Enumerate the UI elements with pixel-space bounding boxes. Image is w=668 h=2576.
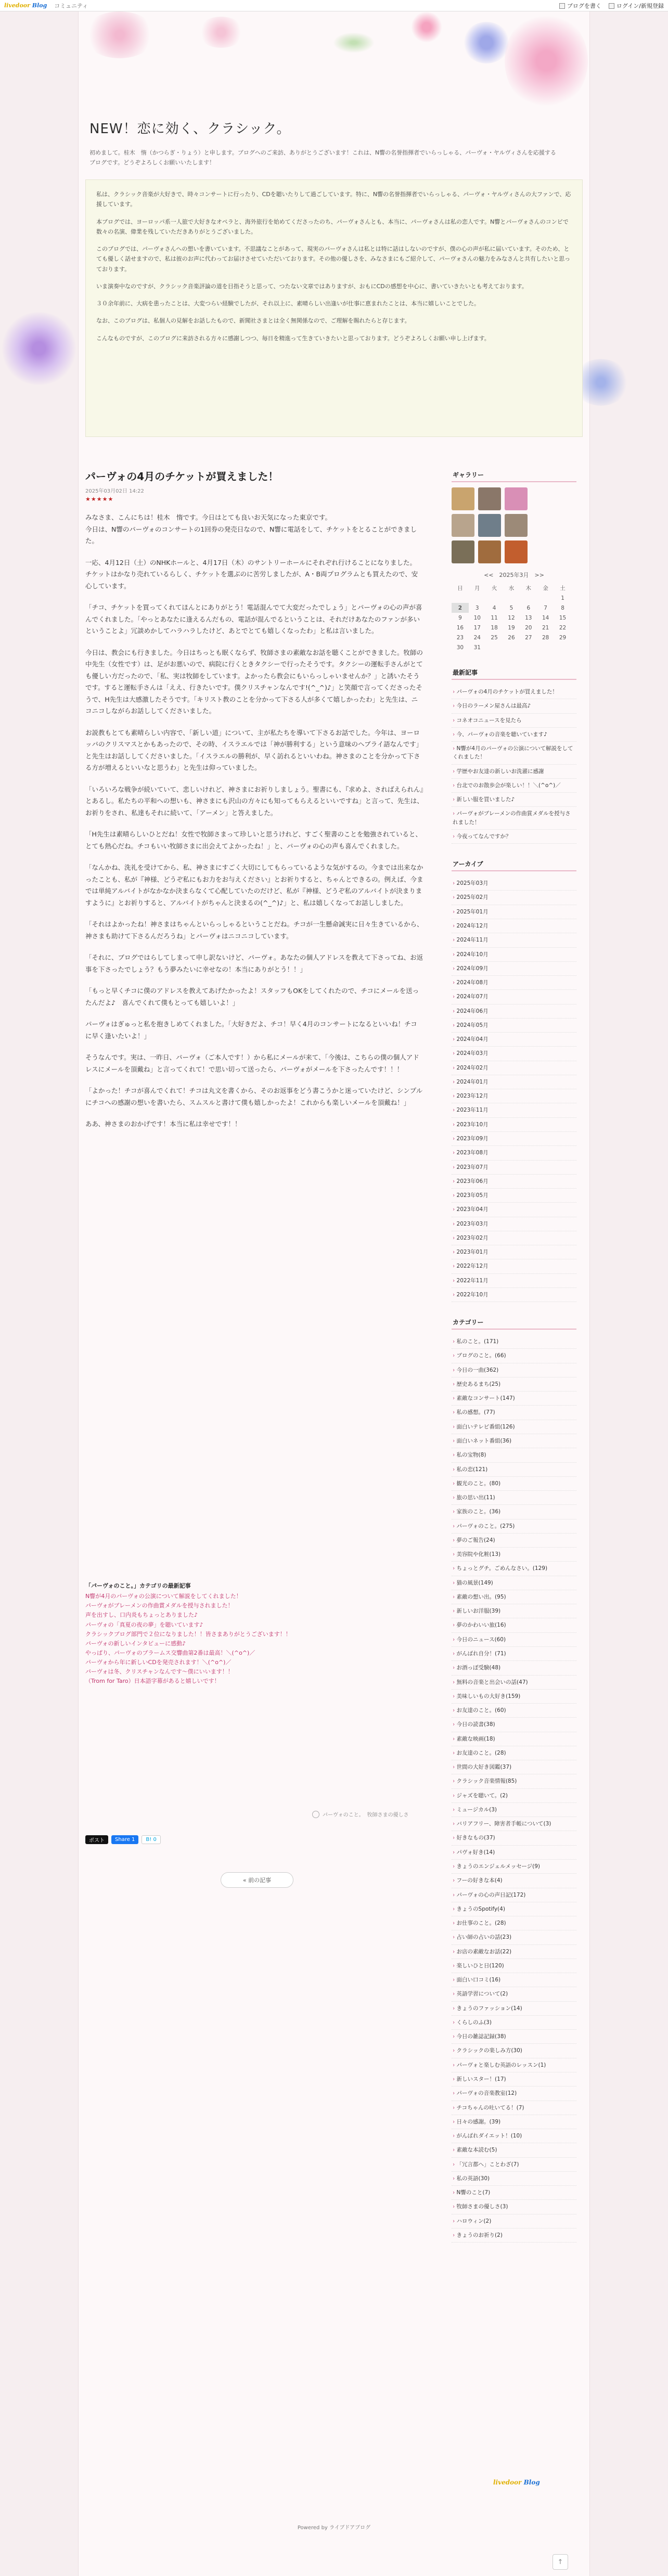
- user-icon: [609, 3, 614, 9]
- calendar-day[interactable]: 30: [456, 644, 464, 651]
- recent-post-link[interactable]: › 今日のラーメン屋さんは最高♪: [452, 699, 576, 713]
- calendar-day: [503, 642, 520, 652]
- flower-decoration: [83, 11, 156, 58]
- make-blog-label: ブログを書く: [567, 2, 601, 9]
- archive-link[interactable]: › 2024年06月: [452, 1004, 576, 1019]
- category-link[interactable]: › 楽しいひと日(120): [452, 1959, 576, 1973]
- community-link[interactable]: コミュニティ: [54, 2, 88, 9]
- related-item[interactable]: パーヴォの「真夏の夜の夢」を聴いています♪: [85, 1621, 203, 1628]
- post-categories: [312, 1810, 409, 1818]
- calendar-day[interactable]: 15: [559, 614, 567, 621]
- x-post-button[interactable]: ポスト: [85, 1835, 108, 1844]
- calendar-day: [452, 593, 469, 603]
- post-paragraph: 「いろいろな戦争が続いていて、悲しいけれど、神さまにお祈りしましょう。聖書にも、『求めよ、さればえられん』とあるし。私たちの平和への想いも、神さまにも沢山の方々にも知ってもらえるといいですね」と言って、先生は、お祈りをされ、私達もそれに続いて、「アーメン」と答えました。: [85, 785, 423, 817]
- flower-decoration: [198, 17, 245, 48]
- prev-post-button[interactable]: « 前の記事: [221, 1872, 293, 1888]
- post-paragraph: そうなんです。実は、一昨日、パーヴォ（ご本人です！）から私にメールが来て、「今後は、こちらの僕の個人アドレスにメールを頂戴ね」と言ってくれて！で思い切って送ったら、パーヴォがメールを下さったんです！！！: [85, 1053, 419, 1073]
- post-title[interactable]: パーヴォの4月のチケットが買えました！: [85, 470, 279, 483]
- category-link[interactable]: › チコちゃんの吐いてる！(7): [452, 2101, 576, 2115]
- calendar-day[interactable]: 19: [508, 624, 515, 631]
- archive-link[interactable]: › 2025年01月: [452, 905, 576, 919]
- calendar-day: [537, 642, 554, 652]
- category-link[interactable]: › 「冗言都へ」ことわざ(7): [452, 2158, 576, 2172]
- logo-main: livedoor: [493, 2479, 522, 2486]
- gallery-thumb[interactable]: [478, 514, 501, 537]
- archive-heading: アーカイブ: [452, 857, 576, 871]
- category-link[interactable]: › 歴史あるまち(25): [452, 1377, 576, 1392]
- recent-post-link[interactable]: › パーヴォの4月のチケットが買えました！: [452, 685, 576, 699]
- category-link[interactable]: › 新しいお洋服(39): [452, 1604, 576, 1618]
- gallery-thumb[interactable]: [452, 487, 474, 510]
- livedoor-logo[interactable]: [4, 2, 47, 9]
- gallery-thumb[interactable]: [478, 540, 501, 563]
- calendar-day: [486, 593, 503, 603]
- post-paragraph: 今日は、教会にも行きました。今日はちっとも眠くならず、牧師さまの素敵なお話を聴くことができました。牧師の中先生（女性です）は、足がお悪いので、病院に行くときタクシーで行ったそうです。タクシーの運転手さんがとても優しい方だったので、「私、実は牧師をしています。よかったら教会にもいらっしゃいませんか？」と誘いたそうです。すると運転手さんは「ええ、行きたいです。僕クリスチャンなんです!(^_^)♪」と笑顔で言ってくださったそうで、H先生は大感激したそうです。「キリスト教のことを分かって下さる人が多くて嬉しかったわ」と先生は、ニコニコしながらお話ししてくださいました。: [85, 648, 423, 715]
- calendar-title[interactable]: << 2025年3月 >>: [484, 572, 544, 578]
- calendar-day[interactable]: 2: [452, 603, 469, 613]
- calendar-day[interactable]: 1: [561, 595, 564, 601]
- related-heading: 「パーヴォのこと。」カテゴリの最新記事: [85, 1582, 191, 1589]
- archive-link[interactable]: › 2023年12月: [452, 1089, 576, 1103]
- category-link[interactable]: › 素敵な映画(18): [452, 1732, 576, 1746]
- category-link[interactable]: › 面白いネット番組(36): [452, 1434, 576, 1448]
- archive-link[interactable]: › 2025年03月: [452, 877, 576, 891]
- archive-link[interactable]: › 2024年09月: [452, 962, 576, 976]
- category-link[interactable]: › 日々の感謝。(39): [452, 2115, 576, 2129]
- archive-link[interactable]: › 2024年12月: [452, 919, 576, 933]
- calendar-day[interactable]: 22: [559, 624, 567, 631]
- intro-paragraph: 本ブログでは、ヨーロッパ系一人旅で大好きなオペラと、海外旅行を始めてくださったのち、パーヴォさんとも、本当に、パーヴォさんは私の恋人です。N響とパーヴォさんのコンビで数々の名演、偉業を残していただきありがとうございました。: [96, 218, 569, 235]
- blog-description: 初めまして。桂木 惰（かつらぎ・りょう）と申します。ブログへのご来訪、ありがとうございます！これは、N響の名誉指揮者でいらっしゃる、パーヴォ・ヤルヴィさんを応援するブログです。どうぞよろしくお願いいたします！: [89, 149, 556, 166]
- intro-paragraph: 私は、クラシック音楽が大好きで、時々コンサートに行ったり、CDを聴いたりして過ごしています。特に、N響の名誉指揮者でいらっしゃる、パーヴォ・ヤルヴィさんの大ファンで、応援しています。: [96, 191, 571, 208]
- back-to-top-button[interactable]: ↑: [553, 2554, 568, 2570]
- archive-link[interactable]: › 2024年11月: [452, 933, 576, 947]
- post-paragraph: 「それはよかったね！神さまはちゃんといらっしゃるということだね。チコが一生懸命誠実に日々生きているから、神さまも助けて下さるんだろうね」とパーヴォはニコニコしています。: [85, 920, 423, 940]
- category-link[interactable]: › 面白いテレビ番組(126): [452, 1420, 576, 1434]
- archive-link[interactable]: › 2025年02月: [452, 891, 576, 905]
- category-link[interactable]: › お仕事のこと。(28): [452, 1916, 576, 1930]
- archive-link[interactable]: › 2024年10月: [452, 948, 576, 962]
- calendar-day[interactable]: 24: [473, 634, 481, 641]
- calendar-day[interactable]: 3: [475, 604, 479, 611]
- category-link[interactable]: › 面白い口コミ(16): [452, 1973, 576, 1987]
- related-posts: [85, 1581, 304, 1686]
- calendar-day[interactable]: 6: [526, 604, 531, 611]
- blog-header: [78, 11, 590, 178]
- livedoor-blog-logo[interactable]: [493, 2479, 540, 2486]
- category-link[interactable]: › きょうのお祈り(2): [452, 2229, 576, 2243]
- archive-link[interactable]: › 2023年09月: [452, 1132, 576, 1146]
- calendar-day[interactable]: 31: [473, 644, 481, 651]
- related-item[interactable]: N響が4月のパーヴォの公演について解説をしてくれました！: [85, 1593, 242, 1600]
- category-link[interactable]: › 無料の音楽と出会いの話(47): [452, 1676, 576, 1690]
- category-heading: カテゴリー: [452, 1316, 576, 1330]
- related-item[interactable]: パーヴォの新しいインタビューに感動♪: [85, 1640, 186, 1647]
- category-link[interactable]: › 素敵なコンサート(147): [452, 1392, 576, 1406]
- calendar-day[interactable]: 13: [525, 614, 532, 621]
- calendar-weekday: 月: [474, 585, 480, 591]
- post-paragraph: 「なんかね、洗礼を受けてから、私、神さまにすごく大切にしてもらっているような気がするの。今までは出来なかったことも、私が『神様、どうぞ私にもお力をお与えください』とお祈りすると、ちゃんとできるの。例えば、今までは単純アルバイトがなかなか決まらなくて心配していたのだけど、私が『神様、どうぞ私のアルバイトが決まりますように』とお祈りすると、アルバイトがちゃんと決まるの(^_^)♪」と、私は嬉しくなってお話ししました。: [85, 864, 423, 907]
- category-link[interactable]: › 英語学習について(2): [452, 1987, 576, 2001]
- category-link[interactable]: › 世間の大好き図鑑(37): [452, 1760, 576, 1774]
- calendar-day[interactable]: 7: [544, 604, 547, 611]
- calendar-day[interactable]: 11: [491, 614, 498, 621]
- calendar-day: [554, 642, 571, 652]
- category-link[interactable]: › N響のこと(7): [452, 2186, 576, 2200]
- category-link[interactable]: › 夢のかわいい旅(16): [452, 1618, 576, 1632]
- post-body: [85, 512, 423, 1130]
- category-link[interactable]: › 好きなもの(37): [452, 1831, 576, 1845]
- archive-link[interactable]: › 2023年03月: [452, 1217, 576, 1231]
- category-link[interactable]: › 私の宝物(8): [452, 1448, 576, 1462]
- recent-post-link[interactable]: › パーヴォがブレーメンの作曲賞メダルを授与されました！: [452, 807, 576, 830]
- calendar-day[interactable]: 14: [542, 614, 549, 621]
- calendar-day[interactable]: 27: [525, 634, 532, 641]
- category-list: [452, 1335, 576, 2243]
- gallery-thumb[interactable]: [505, 514, 528, 537]
- calendar-day[interactable]: 16: [456, 624, 464, 631]
- category-link[interactable]: › ジャズを聴いて。(2): [452, 1789, 576, 1803]
- post-paragraph: 「チコ、チケットを買ってくれてほんとにありがとう！電話混んでて大変だったでしょう」とパーヴォの心の声が喜んでくれました。「やっとあなたに逢えるんだもの、電話が混んでるということは、それだけあなたのファンが多いということよ」冗談めかしてハラハラしたけど、あとでとても嬉しくなったわ」と私は言いました。: [85, 603, 422, 635]
- category-link[interactable]: › お友達のこと。(28): [452, 1746, 576, 1760]
- calendar-day: [520, 642, 537, 652]
- flower-decoration: [411, 11, 442, 43]
- archive-list: [452, 877, 576, 1302]
- gallery-heading: ギャラリー: [452, 468, 576, 482]
- category-link[interactable]: › 今日の読書(38): [452, 1718, 576, 1732]
- category-link[interactable]: › 私の恋(121): [452, 1463, 576, 1477]
- post-paragraph: パーヴォはぎゅっと私を抱きしめてくれました。「大好きだよ、チコ！早く4月のコンサートになるといいね！チコに早く逢いたいよ！」: [85, 1020, 417, 1040]
- archive-link[interactable]: › 2023年01月: [452, 1245, 576, 1259]
- calendar-day[interactable]: 21: [542, 624, 549, 631]
- category-link[interactable]: › 今日の雑誌記録(38): [452, 2030, 576, 2044]
- calendar-day[interactable]: 5: [509, 604, 513, 611]
- calendar-weekday: 木: [525, 585, 532, 591]
- category-link[interactable]: › お友達のこと。(60): [452, 1704, 576, 1718]
- calendar-day[interactable]: 17: [473, 624, 481, 631]
- category-link[interactable]: › 私の感想。(77): [452, 1406, 576, 1420]
- archive-link[interactable]: › 2023年04月: [452, 1203, 576, 1217]
- calendar-day[interactable]: 18: [491, 624, 498, 631]
- gallery-thumb[interactable]: [452, 514, 474, 537]
- related-item[interactable]: パーヴォは冬、クリスチャンなんです～僕にいいます！！: [85, 1668, 234, 1676]
- main-column: [85, 468, 423, 1140]
- recent-post-link[interactable]: › 台北でのお散歩会が楽しい！！＼(^o^)／: [452, 779, 576, 793]
- category-link[interactable]: › きょうのエンジェルメッセージ(9): [452, 1860, 576, 1874]
- category-link[interactable]: › フーの好きな本(4): [452, 1874, 576, 1888]
- sidebar: [452, 468, 576, 2243]
- category-link[interactable]: › パーヴォと楽しむ英語のレッスン(1): [452, 2058, 576, 2072]
- recent-heading: 最新記事: [452, 666, 576, 680]
- hatena-bookmark-button[interactable]: B! 0: [142, 1835, 160, 1844]
- post-paragraph: みなさま、こんにちは！桂木 惰です。今日はとても良いお天気になった東京です。 今日は、N響のパーヴォのコンサートの1回券の発売日なので、N響に電話をして、チケットをとることができました。: [85, 513, 417, 545]
- category-link[interactable]: › 観光のこと。(80): [452, 1477, 576, 1491]
- archive-link[interactable]: › 2024年07月: [452, 990, 576, 1004]
- calendar-day[interactable]: 23: [456, 634, 464, 641]
- recent-list: [452, 685, 576, 844]
- category-link[interactable]: › パーヴォの心の声日記(172): [452, 1888, 576, 1902]
- category-link[interactable]: › パーヴォの音楽教室(12): [452, 2086, 576, 2101]
- category-link[interactable]: › 夢のご報告(24): [452, 1534, 576, 1548]
- post-paragraph: 「よかった！チコが喜んでくれて！チコは丸文を書くから、そのお返事をどう書こうかと迷っていたけど、シンプルにチコへの感謝の想いを書いたら、スムスルと書けて僕も嬉しかったよ！これからも楽しいメールを頂戴ね！」: [85, 1087, 423, 1106]
- intro-paragraph: ３０余年前に、大病を患ったことは、大変つらい経験でしたが、それ以上に、素晴らしい出逢いが仕事に恵まれたことは、本当に嬉しいことでした。: [96, 300, 480, 307]
- category-link[interactable]: › クラシックの楽しみ方(30): [452, 2044, 576, 2058]
- category-link[interactable]: › お店の素敵なお話(22): [452, 1945, 576, 1959]
- archive-link[interactable]: › 2022年10月: [452, 1288, 576, 1302]
- post-paragraph: お説教もとても素晴らしい内容で、「新しい道」について、主が私たちを導いて下さるお話でした。今年は、ヨーロッパのクリスマスとかもあったので、その時、イスラエルでは「神が勝利する」という意味のヘブライ語なんです」と先生はお話ししてくださいました。「イスラエルの勝利が、早く訪れるといいわね。神さまのことを分かって下さる方が増えるといいなと思うわ」と先生は仰っていました。: [85, 728, 423, 771]
- archive-link[interactable]: › 2024年05月: [452, 1019, 576, 1033]
- calendar-weekday: 水: [508, 585, 515, 591]
- logo-blog: Blog: [32, 2, 47, 9]
- post-paragraph: ああ、神さまのおかげです！本当に私は幸せです！！: [85, 1120, 241, 1128]
- category-link[interactable]: › 私の英語(30): [452, 2172, 576, 2186]
- calendar-day[interactable]: 26: [508, 634, 515, 641]
- category-link[interactable]: › がんばれダイエット！(10): [452, 2129, 576, 2143]
- gallery-thumb[interactable]: [478, 487, 501, 510]
- category-link[interactable]: › パヴォ好き(14): [452, 1846, 576, 1860]
- related-item[interactable]: パーヴォから年に新しいCDを発売されます！＼(^o^)／: [85, 1659, 232, 1666]
- flower-decoration: [0, 312, 78, 385]
- make-blog-link[interactable]: [559, 2, 601, 10]
- archive-link[interactable]: › 2024年01月: [452, 1075, 576, 1089]
- calendar-day[interactable]: 25: [491, 634, 498, 641]
- intro-paragraph: こんなものですが、このブログに来訪される方々に感謝しつつ、毎日を精進って生きていきたいと思っております。どうぞよろしくお願い申し上げます。: [96, 334, 490, 342]
- post-paragraph: 「H先生は素晴らしいひとだね！女性で牧師さまって珍しいと思うけれど、すごく聖書のことを勉強されていると、とても熱心だね。チコもいい牧師さまに出会えてよかったね！」と、パーヴォの心の声も喜んでくれました。: [85, 830, 422, 850]
- calendar-grid: [452, 583, 571, 652]
- calendar-day: [520, 593, 537, 603]
- calendar-day: [503, 593, 520, 603]
- category-link[interactable]: パーヴォのこと。: [323, 1812, 364, 1818]
- archive-link[interactable]: › 2024年02月: [452, 1061, 576, 1075]
- category-link[interactable]: › ちょっとグチ。ごめんなさい。(129): [452, 1562, 576, 1576]
- category-icon: [312, 1811, 319, 1818]
- post-paragraph: 「もっと早くチコに僕のアドレスを教えてあげたかったよ！スタッフもOKをしてくれたので、チコにメールを送ったんだよ♪ 喜んでくれて僕もとっても嬉しいよ！」: [85, 987, 419, 1007]
- flower-decoration: [505, 11, 588, 110]
- intro-box: [85, 179, 583, 437]
- category-link[interactable]: › 美容院や化粧(13): [452, 1548, 576, 1562]
- category-link[interactable]: › きょうのファッション(14): [452, 2002, 576, 2016]
- category-link[interactable]: › 猫の風景(149): [452, 1576, 576, 1590]
- logo-main: livedoor: [4, 2, 30, 9]
- category-link[interactable]: › 占い師の占いの話(23): [452, 1930, 576, 1944]
- archive-link[interactable]: › 2023年10月: [452, 1118, 576, 1132]
- archive-link[interactable]: › 2024年04月: [452, 1033, 576, 1047]
- category-link[interactable]: 牧師さまの優しさ: [367, 1812, 409, 1818]
- login-link[interactable]: [609, 2, 664, 10]
- top-bar: [0, 0, 668, 11]
- post-paragraph: 「それに、ブログではらしてしまって申し訳ないけど、パーヴォ。あなたの個人アドレスを教えて下さってね、お返事を下さったでしょう？もう夢みたいに幸せなの！本当にありがとう！！」: [85, 954, 423, 973]
- login-label: ログイン/新規登録: [616, 2, 664, 9]
- related-item[interactable]: クラシックブログ部門で２位になりました！！皆さまありがとうございます！！: [85, 1630, 291, 1638]
- footer-powered[interactable]: Powered by ライブドアブログ: [297, 2525, 371, 2531]
- calendar-day[interactable]: 4: [492, 604, 496, 611]
- calendar-day: [486, 642, 503, 652]
- recent-post-link[interactable]: › N響が4月のパーヴォの公演について解説をしてくれました！: [452, 742, 576, 765]
- intro-paragraph: このブログでは、パーヴォさんへの想いを書いています。不思議なことがあって、現実のパーヴォさんは私とは特に話はしないのですが、僕の心の声が私に届いています。そのため、とても優しく話せますので、私は彼のお声に代わってお届けさせていただいております。その他の優しさを、みなさまにもご紹介して、パーヴォさんの魅力をみなさんと共有したいと思っております。: [96, 246, 571, 273]
- related-item[interactable]: パーヴォがブレーメンの作曲賞メダルを授与されました！: [85, 1602, 234, 1609]
- calendar-day[interactable]: 10: [473, 614, 481, 621]
- facebook-share-button[interactable]: Share 1: [111, 1835, 138, 1844]
- calendar-day[interactable]: 28: [542, 634, 549, 641]
- recent-post-link[interactable]: › 今、パーヴォの音楽を聴いています♪: [452, 728, 576, 742]
- category-link[interactable]: › 牧師さまの優しさ(3): [452, 2200, 576, 2214]
- category-link[interactable]: › バリアフリー、障害者手帳について(3): [452, 1817, 576, 1831]
- archive-link[interactable]: › 2023年08月: [452, 1146, 576, 1160]
- flower-decoration: [463, 22, 510, 63]
- calendar-day: [537, 593, 554, 603]
- post-date: 2025年03月02日 14:22: [85, 488, 144, 494]
- calendar-weekday: 金: [543, 585, 548, 591]
- archive-link[interactable]: › 2022年11月: [452, 1274, 576, 1288]
- category-link[interactable]: › 私のこと。(171): [452, 1335, 576, 1349]
- calendar-day[interactable]: 12: [508, 614, 515, 621]
- gallery-thumb[interactable]: [505, 540, 528, 563]
- category-link[interactable]: › クラシック音楽情報(85): [452, 1774, 576, 1788]
- related-item[interactable]: やっぱり、パーヴォのプラームス交響曲第2番は最高！＼(^o^)／: [85, 1649, 255, 1656]
- blog-title[interactable]: NEW！恋に効く、クラシック。: [89, 121, 291, 137]
- gallery-thumb[interactable]: [505, 487, 528, 510]
- related-item[interactable]: （Trom for Taro）日本語字幕があると嬉しいです！: [85, 1678, 220, 1685]
- post-paragraph: 一応、4月12日（土）のNHKホールと、4月17日（木）のサントリーホールにそれぞれ行けることになりました。 チケットはかなり売れているらしく、チケットを選ぶのに苦労しましたが、A・B両プログラムとも買えたので、安心しています。: [85, 558, 418, 590]
- category-link[interactable]: › 今日のニュース(60): [452, 1633, 576, 1647]
- calendar-weekday: 火: [491, 585, 497, 591]
- recent-post-link[interactable]: › 学歴やお友達の新しいお洗濯に感謝: [452, 765, 576, 779]
- calendar-weekday: 土: [560, 585, 566, 591]
- calendar-day[interactable]: 20: [525, 624, 532, 631]
- gallery-thumb[interactable]: [452, 540, 474, 563]
- category-link[interactable]: › ブログのこと。(66): [452, 1349, 576, 1363]
- intro-paragraph: いま演奏中なのですが、クラシック音楽評論の道を目指そうと思って、つたない文章ではありますが、おもにCDの感想を中心に、書いていきたいとも考えております。: [96, 282, 528, 290]
- rating-stars[interactable]: ★★★★★: [85, 496, 114, 503]
- archive-link[interactable]: › 2023年07月: [452, 1161, 576, 1175]
- category-link[interactable]: › 新しいスター！(17): [452, 2072, 576, 2086]
- share-buttons: [85, 1835, 161, 1844]
- recent-post-link[interactable]: › 新しい服を買いました♪: [452, 793, 576, 807]
- category-link[interactable]: › 素敵な本読む(5): [452, 2143, 576, 2157]
- calendar-weekday: 日: [457, 585, 463, 591]
- category-link[interactable]: › 素敵の想い出。(95): [452, 1590, 576, 1604]
- category-link[interactable]: › がんばれ自分！(71): [452, 1647, 576, 1661]
- calendar: [452, 571, 576, 652]
- calendar-day[interactable]: 9: [458, 614, 462, 621]
- archive-link[interactable]: › 2024年08月: [452, 976, 576, 990]
- related-item[interactable]: 声を出すし、口内炎もちょっとありました♪: [85, 1612, 198, 1619]
- calendar-day[interactable]: 29: [559, 634, 567, 641]
- category-link[interactable]: › 家族のこと。(36): [452, 1505, 576, 1519]
- category-link[interactable]: › 旅の思い出(11): [452, 1491, 576, 1505]
- flower-decoration: [333, 32, 375, 53]
- archive-link[interactable]: › 2023年05月: [452, 1189, 576, 1203]
- related-list: [85, 1592, 304, 1686]
- category-link[interactable]: › 今日の一曲(362): [452, 1363, 576, 1377]
- category-link[interactable]: › くらしのふ(3): [452, 2016, 576, 2030]
- archive-link[interactable]: › 2023年02月: [452, 1231, 576, 1245]
- recent-post-link[interactable]: › コネオコニュースを見たら: [452, 714, 576, 728]
- category-link[interactable]: › きょうのSpotify(4): [452, 1902, 576, 1916]
- archive-link[interactable]: › 2022年12月: [452, 1259, 576, 1273]
- logo-blog: Blog: [523, 2479, 540, 2486]
- pencil-icon: [559, 3, 565, 9]
- category-link[interactable]: › ミュージカル(3): [452, 1803, 576, 1817]
- category-link[interactable]: › 美味しいもの大好き(159): [452, 1690, 576, 1704]
- archive-link[interactable]: › 2023年06月: [452, 1175, 576, 1189]
- category-link[interactable]: › お酒っぽ受験(48): [452, 1661, 576, 1675]
- category-link[interactable]: › パーヴォのこと。(275): [452, 1519, 576, 1534]
- archive-link[interactable]: › 2023年11月: [452, 1103, 576, 1117]
- calendar-day: [469, 593, 486, 603]
- recent-post-link[interactable]: › 今夜ってなんですか？: [452, 830, 576, 844]
- category-link[interactable]: › ハロウィン(2): [452, 2214, 576, 2229]
- archive-link[interactable]: › 2024年03月: [452, 1047, 576, 1061]
- calendar-day[interactable]: 8: [561, 604, 564, 611]
- intro-paragraph: なお、このブログは、私個人の見解をお話したもので、新聞社さまとは全く無関係なので、ご理解を賜れたらと存じます。: [96, 317, 410, 325]
- gallery-thumbnails: [452, 487, 576, 563]
